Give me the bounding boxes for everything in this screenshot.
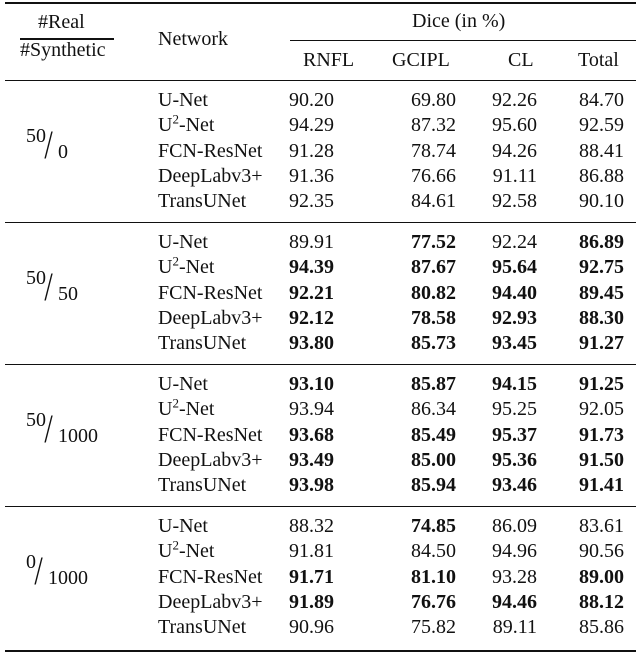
dice-value: 91.36	[289, 164, 334, 187]
dice-value: 81.10	[411, 565, 456, 588]
dice-value: 86.09	[492, 515, 537, 537]
dice-value: 77.52	[411, 231, 456, 253]
ratio-slash: /	[44, 406, 53, 451]
dice-value: 94.96	[492, 540, 537, 563]
ratio-cell	[26, 121, 136, 181]
dice-value: 84.61	[411, 190, 456, 213]
network-name: TransUNet	[158, 474, 247, 497]
ratio-synthetic: 1000	[58, 425, 98, 447]
dice-value: 95.64	[492, 256, 537, 279]
dice-value: 86.89	[579, 231, 624, 253]
group-rule	[5, 364, 636, 365]
dice-value: 85.94	[411, 474, 456, 497]
dice-value: 85.87	[411, 373, 456, 395]
dice-value: 87.32	[411, 114, 456, 137]
network-name: FCN-ResNet	[158, 423, 263, 446]
dice-value: 91.50	[579, 448, 624, 471]
network-name: DeepLabv3+	[158, 164, 263, 187]
dice-value: 93.98	[289, 474, 334, 497]
dice-value: 91.25	[579, 373, 624, 395]
dice-value: 93.80	[289, 332, 334, 355]
ratio-cell	[26, 263, 136, 323]
dice-value: 86.34	[411, 398, 456, 421]
dice-value: 93.49	[289, 448, 334, 471]
dice-value: 95.37	[492, 423, 537, 446]
dice-value: 91.41	[579, 474, 624, 497]
network-name: $U^2$-Net	[158, 253, 215, 279]
dice-value: 94.40	[492, 281, 537, 304]
ratio-slash: /	[44, 122, 53, 167]
network-name: TransUNet	[158, 616, 247, 639]
dice-value: 89.00	[579, 565, 624, 588]
dice-value: 95.36	[492, 448, 537, 471]
dice-value: 92.05	[579, 398, 624, 421]
dice-value: 84.50	[411, 540, 456, 563]
ratio-real: 0	[26, 551, 36, 573]
dice-value: 91.11	[492, 164, 537, 187]
dice-value: 91.71	[289, 565, 334, 588]
group-rule	[5, 506, 636, 507]
dice-value: 74.85	[411, 515, 456, 537]
network-name: U-Net	[158, 515, 208, 537]
dice-value: 88.12	[579, 590, 624, 613]
dice-value: 93.10	[289, 373, 334, 395]
dice-value: 92.24	[492, 231, 537, 253]
header-ratio-bottom: #Synthetic	[20, 39, 106, 61]
network-name: $U^2$-Net	[158, 537, 215, 563]
dice-value: 88.30	[579, 306, 624, 329]
dice-value: 80.82	[411, 281, 456, 304]
header-ratio-top: #Real	[38, 11, 85, 33]
header-dice: Dice (in %)	[412, 10, 506, 32]
dice-value: 90.10	[579, 190, 624, 213]
dice-value: 78.74	[411, 139, 456, 162]
group-rule	[5, 222, 636, 223]
dice-value: 92.59	[579, 114, 624, 137]
dice-value: 92.21	[289, 281, 334, 304]
dice-value: 92.93	[492, 306, 537, 329]
dice-value: 91.28	[289, 139, 334, 162]
ratio-slash: /	[34, 548, 43, 593]
header-col-gcipl: GCIPL	[392, 49, 450, 71]
dice-value: 91.81	[289, 540, 334, 563]
dice-value: 94.39	[289, 256, 334, 279]
dice-value: 88.32	[289, 515, 334, 537]
dice-value: 84.70	[579, 89, 624, 111]
dice-value: 93.28	[492, 565, 537, 588]
dice-value: 95.25	[492, 398, 537, 421]
dice-value: 76.76	[411, 590, 456, 613]
network-name: U-Net	[158, 373, 208, 395]
dice-value: 91.73	[579, 423, 624, 446]
dice-value: 86.88	[579, 164, 624, 187]
dice-value: 92.35	[289, 190, 334, 213]
header-col-cl: CL	[508, 49, 534, 71]
dice-value: 91.27	[579, 332, 624, 355]
dice-value: 85.86	[579, 616, 624, 639]
dice-value: 88.41	[579, 139, 624, 162]
dice-value: 93.45	[492, 332, 537, 355]
dice-value: 90.96	[289, 616, 334, 639]
dice-value: 76.66	[411, 164, 456, 187]
dice-value: 85.00	[411, 448, 456, 471]
dice-value: 92.58	[492, 190, 537, 213]
network-name: $U^2$-Net	[158, 111, 215, 137]
dice-value: 87.67	[411, 256, 456, 279]
network-name: FCN-ResNet	[158, 139, 263, 162]
network-name: DeepLabv3+	[158, 448, 263, 471]
network-name: TransUNet	[158, 332, 247, 355]
ratio-cell	[26, 405, 136, 465]
dice-value: 92.26	[492, 89, 537, 111]
dice-value: 91.89	[289, 590, 334, 613]
ratio-cell	[26, 547, 136, 607]
network-name: DeepLabv3+	[158, 306, 263, 329]
dice-value: 94.15	[492, 373, 537, 395]
dice-value: 92.12	[289, 306, 334, 329]
dice-value: 93.94	[289, 398, 334, 421]
dice-value: 95.60	[492, 114, 537, 137]
dice-value: 85.49	[411, 423, 456, 446]
bottom-rule	[5, 650, 636, 652]
dice-value: 89.45	[579, 281, 624, 304]
network-name: U-Net	[158, 89, 208, 111]
dice-value: 78.58	[411, 306, 456, 329]
ratio-real: 50	[26, 409, 46, 431]
dice-value: 83.61	[579, 515, 624, 537]
dice-value: 69.80	[411, 89, 456, 111]
dice-value: 89.11	[492, 616, 537, 639]
ratio-synthetic: 0	[58, 141, 68, 163]
network-name: FCN-ResNet	[158, 565, 263, 588]
dice-value: 90.56	[579, 540, 624, 563]
dice-value: 94.46	[492, 590, 537, 613]
network-name: FCN-ResNet	[158, 281, 263, 304]
dice-underline	[290, 40, 636, 41]
dice-value: 94.26	[492, 139, 537, 162]
header-col-total: Total	[578, 49, 619, 71]
dice-value: 94.29	[289, 114, 334, 137]
top-rule	[5, 2, 636, 4]
header-rule	[5, 80, 636, 81]
network-name: DeepLabv3+	[158, 590, 263, 613]
ratio-synthetic: 50	[58, 283, 78, 305]
ratio-slash: /	[44, 264, 53, 309]
dice-value: 89.91	[289, 231, 334, 253]
dice-value: 93.68	[289, 423, 334, 446]
header-col-rnfl: RNFL	[303, 49, 355, 71]
dice-value: 92.75	[579, 256, 624, 279]
ratio-synthetic: 1000	[48, 567, 88, 589]
dice-value: 75.82	[411, 616, 456, 639]
network-name: $U^2$-Net	[158, 395, 215, 421]
ratio-real: 50	[26, 125, 46, 147]
dice-value: 85.73	[411, 332, 456, 355]
ratio-real: 50	[26, 267, 46, 289]
dice-value: 93.46	[492, 474, 537, 497]
header-network: Network	[158, 28, 228, 50]
dice-value: 90.20	[289, 89, 334, 111]
network-name: U-Net	[158, 231, 208, 253]
network-name: TransUNet	[158, 190, 247, 213]
